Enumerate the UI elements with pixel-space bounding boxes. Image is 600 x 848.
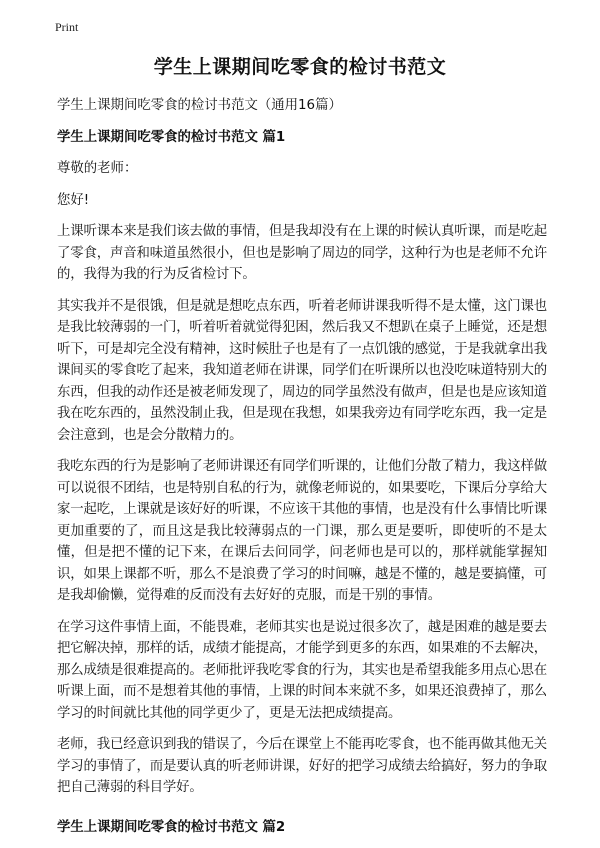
greeting: 您好! [57,192,90,208]
salutation: 尊敬的老师： [57,161,138,176]
paragraph-4: 在学习这件事情上面，不能畏难，老师其实也是说过很多次了，越是困难的越是要去把它解决掉，那样的话，成绩才能提高，才能学到更多的东西，如果难的不去解决，那么成绩是很难提高的。老师批评我吃零食的行为，其实也是希望我能多用点心思在听课上面，而不是想着其他的事情，上课的时间本来就不多，如果还浪费掉了，那么学习的时间就比其他的同学更少了，更是无法把成绩提高。 [57,619,547,721]
section-heading-2: 学生上课期间吃零食的检讨书范文 篇2 [57,819,286,835]
section-heading-1: 学生上课期间吃零食的检讨书范文 篇1 [57,129,286,145]
document-subtitle: 学生上课期间吃零食的检讨书范文（通用16篇） [57,98,342,113]
document-body [57,95,547,848]
page-title: 学生上课期间吃零食的检讨书范文 [153,56,447,78]
paragraph-3: 我吃东西的行为是影响了老师讲课还有同学们听课的，让他们分散了精力，我这样做可以说很不团结，也是特别自私的行为，就像老师说的，如果要吃，下课后分享给大家一起吃，上课就是该好好的听课，不应该干其他的事情，也是没有什么事情比听课更加重要的了，而且这是我比较薄弱点的一门课，那么更是要听，即使听的不是太懂，但是把不懂的记下来，在课后去问同学，问老师也是可以的，那样就能掌握知识，如果上课都不听，那么不是浪费了学习的时间嘛，越是不懂的，越是要搞懂，可是我却偷懒，觉得难的反而没有去好好的克服，而是干别的事情。 [57,459,547,603]
paragraph-5: 老师，我已经意识到我的错误了，今后在课堂上不能再吃零食，也不能再做其他无关学习的事情了，而是要认真的听老师讲课，好好的把学习成绩去给搞好，努力的争取把自己薄弱的科目学好。 [57,737,547,795]
paragraph-1: 上课听课本来是我们该去做的事情，但是我却没有在上课的时候认真听课，而是吃起了零食，声音和味道虽然很小，但也是影响了周边的同学，这种行为也是老师不允许的，我得为我的行为反省检讨下。 [57,224,547,282]
print-link[interactable]: Print [55,20,79,34]
paragraph-2: 其实我并不是很饿，但是就是想吃点东西，听着老师讲课我听得不是太懂，这门课也是我比较薄弱的一门，听着听着就觉得犯困，然后我又不想趴在桌子上睡觉，还是想听下，可是却完全没有精神，这时候肚子也是有了一点饥饿的感觉，于是我就拿出我课间买的零食吃了起来，我知道老师在讲课，同学们在听课所以也没吃味道特别大的东西，但我的动作还是被老师发现了，周边的同学虽然没有做声，但是也是应该知道我在吃东西的，虽然没制止我，但是现在我想，如果我旁边有同学吃东西，我一定是会注意到，也是会分散精力的。 [57,298,547,443]
